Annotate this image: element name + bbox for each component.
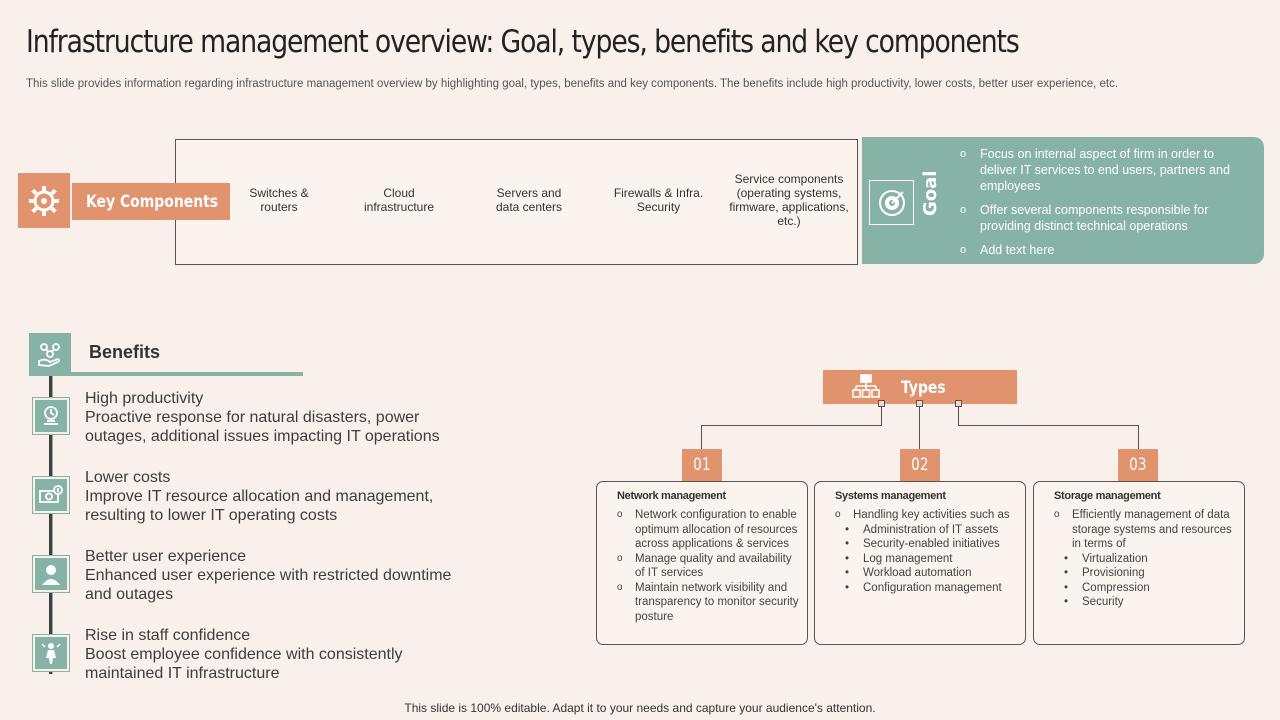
benefit-item xyxy=(85,389,465,446)
key-component-item: Servers and data centers xyxy=(495,186,563,214)
type-number-badge: 01 xyxy=(682,449,722,482)
page-subtitle: This slide provides information regarding infrastructure management overview by highlighting goal, types, benefits and key components. The benefits include high productivity, lower costs, better user experience, etc. xyxy=(26,78,1119,90)
type-subpoint: • Security-enabled initiatives xyxy=(835,537,1021,552)
type-subpoint: • Provisioning xyxy=(1054,566,1236,581)
benefit-item xyxy=(85,547,465,604)
goal-point: o Offer several components responsible for providing distinct technical operations xyxy=(960,202,1252,234)
type-number-badge: 03 xyxy=(1118,449,1158,482)
type-number-badge: 02 xyxy=(900,449,940,482)
key-component-item: Cloud infrastructure xyxy=(363,186,435,214)
connector-line xyxy=(1138,425,1139,450)
benefit-title: Lower costs xyxy=(85,469,171,486)
type-subpoint: • Workload automation xyxy=(835,566,1021,581)
productivity-icon xyxy=(33,398,69,434)
hierarchy-icon xyxy=(852,374,880,405)
type-point: o Manage quality and availability of IT services xyxy=(617,552,799,581)
connector-line xyxy=(919,404,920,450)
benefit-text: Proactive response for natural disasters, power outages, additional issues impacting IT operations xyxy=(85,409,440,445)
type-point: o Network configuration to enable optimum allocation of resources across applications & services xyxy=(617,508,799,552)
goal-label: Goal xyxy=(920,170,941,216)
type-point: o Efficiently management of data storage systems and resources in terms of xyxy=(1054,508,1236,552)
type-point: o Maintain network visibility and transparency to monitor security posture xyxy=(617,581,799,625)
benefit-title: High productivity xyxy=(85,390,204,407)
benefits-heading: Benefits xyxy=(89,342,161,362)
type-card-storage xyxy=(1033,481,1245,645)
staff-icon xyxy=(33,635,69,671)
user-icon xyxy=(33,556,69,592)
type-subpoint: • Compression xyxy=(1054,581,1236,596)
connector-line xyxy=(701,425,702,450)
type-subpoint: • Log management xyxy=(835,552,1021,567)
connector-dot xyxy=(916,400,923,407)
connector-line xyxy=(958,404,959,426)
type-card-heading: Systems management xyxy=(835,490,946,502)
goal-point: o Focus on internal aspect of firm in order to deliver IT services to end users, partners and employees xyxy=(960,146,1252,194)
type-point: o Handling key activities such as xyxy=(835,508,1021,523)
type-card-network xyxy=(596,481,808,645)
benefit-title: Better user experience xyxy=(85,548,246,565)
key-components-label: Key Components xyxy=(86,192,219,212)
key-component-item: Service components (operating systems, firmware, applications, etc.) xyxy=(729,172,849,228)
key-component-item: Switches & routers xyxy=(249,186,309,214)
benefit-item xyxy=(85,626,465,683)
type-subpoint: • Virtualization xyxy=(1054,552,1236,567)
type-subpoint: • Administration of IT assets xyxy=(835,523,1021,538)
type-card-heading: Network management xyxy=(617,490,726,502)
benefit-title: Rise in staff confidence xyxy=(85,627,251,644)
footer-note: This slide is 100% editable. Adapt it to your needs and capture your audience's attention. xyxy=(404,701,876,715)
benefit-text: Boost employee confidence with consistently maintained IT infrastructure xyxy=(85,646,403,682)
types-label: Types xyxy=(901,378,946,398)
type-card-heading: Storage management xyxy=(1054,490,1161,502)
connector-line xyxy=(958,425,1139,426)
benefit-text: Enhanced user experience with restricted downtime and outages xyxy=(85,567,452,603)
key-components-frame xyxy=(175,139,858,265)
benefit-text: Improve IT resource allocation and management, resulting to lower IT operating costs xyxy=(85,488,434,524)
goal-point: o Add text here xyxy=(960,242,1252,258)
connector-dot xyxy=(878,400,885,407)
goal-list xyxy=(960,146,1252,266)
target-icon xyxy=(869,180,914,225)
type-card-systems xyxy=(814,481,1026,645)
type-subpoint: • Security xyxy=(1054,595,1236,610)
connector-dot xyxy=(955,400,962,407)
hand-network-icon xyxy=(29,333,71,375)
benefit-item xyxy=(85,468,465,525)
benefits-underline xyxy=(29,372,303,376)
connector-line xyxy=(701,425,882,426)
connector-line xyxy=(881,404,882,426)
page-title: Infrastructure management overview: Goal, types, benefits and key components xyxy=(26,24,1019,60)
type-subpoint: • Configuration management xyxy=(835,581,1021,596)
key-component-item: Firewalls & Infra. Security xyxy=(613,186,704,214)
money-icon xyxy=(33,477,69,513)
gear-settings-icon xyxy=(18,173,72,228)
